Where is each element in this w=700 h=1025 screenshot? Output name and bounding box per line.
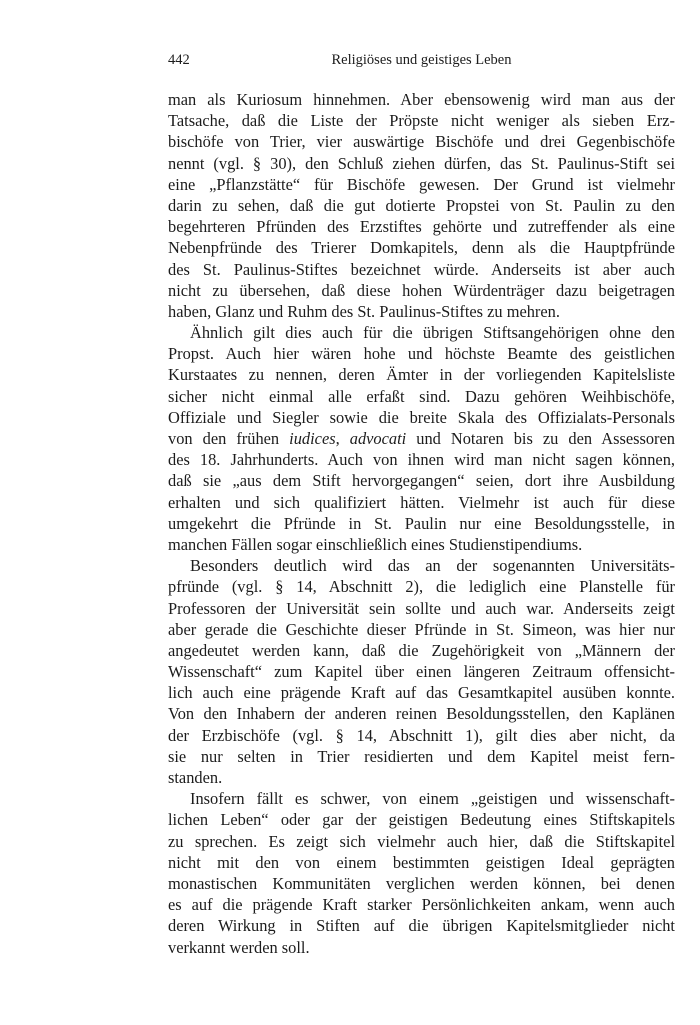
text-segment: Wissenschaft“ zum Kapitel über einen längeren Zeitraum offensicht- bbox=[168, 662, 675, 682]
text-line bbox=[168, 852, 675, 873]
text-segment: angedeutet werden kann, daß die Zugehörigkeit von „Männern der bbox=[168, 640, 675, 660]
text-line bbox=[168, 809, 675, 830]
text-segment: Besonders deutlich wird das an der sogenannten Universitäts- bbox=[190, 556, 675, 576]
text-line bbox=[168, 746, 675, 767]
text-line bbox=[168, 428, 675, 449]
text-segment: Professoren der Universität sein sollte und auch war. Anderseits zeigt bbox=[168, 598, 675, 618]
text-segment: zu sprechen. Es zeigt sich vielmehr auch hier, daß die Stiftskapitel bbox=[168, 831, 675, 851]
text-line bbox=[168, 492, 675, 513]
text-segment: daß sie „aus dem Stift hervorgegangen“ seien, dort ihre Ausbildung bbox=[168, 471, 675, 491]
text-line bbox=[168, 131, 675, 152]
text-segment: haben, Glanz und Ruhm des St. Paulinus-Stiftes zu mehren. bbox=[168, 301, 560, 321]
text-segment: verkannt werden soll. bbox=[168, 937, 310, 957]
text-segment: der Erzbischöfe (vgl. § 14, Abschnitt 1), gilt dies aber nicht, da bbox=[168, 725, 675, 745]
text-line bbox=[168, 470, 675, 491]
body-text bbox=[168, 89, 675, 958]
text-line bbox=[168, 364, 675, 385]
text-segment: standen. bbox=[168, 768, 223, 787]
text-line bbox=[168, 237, 675, 258]
text-segment: nennt (vgl. § 30), den Schluß ziehen dürfen, das St. Paulinus-Stift sei bbox=[168, 153, 675, 173]
text-line bbox=[168, 576, 675, 597]
text-segment: sie nur selten in Trier residierten und dem Kapitel meist fern- bbox=[168, 746, 675, 766]
text-segment: und Notaren bis zu den Assessoren bbox=[406, 429, 675, 448]
paragraph bbox=[168, 89, 675, 322]
text-segment: man als Kuriosum hinnehmen. Aber ebensowenig wird man aus der bbox=[168, 90, 675, 109]
text-segment: Nebenpfründe des Trierer Domkapitels, denn als die Hauptpfründe bbox=[168, 238, 675, 258]
paragraph bbox=[168, 322, 675, 555]
text-segment: darin zu sehen, daß die gut dotierte Propstei von St. Paulin zu den bbox=[168, 195, 675, 215]
text-line bbox=[168, 788, 675, 809]
text-line bbox=[168, 873, 675, 894]
text-segment: es auf die prägende Kraft starker Persönlichkeiten ankam, wenn auch bbox=[168, 895, 675, 915]
text-line bbox=[168, 153, 675, 174]
text-line bbox=[168, 937, 675, 958]
text-line bbox=[168, 386, 675, 407]
text-line bbox=[168, 831, 675, 852]
text-segment: eine „Pflanzstätte“ für Bischöfe gewesen. Der Grund ist vielmehr bbox=[168, 174, 675, 194]
text-line bbox=[168, 767, 675, 788]
text-line bbox=[168, 280, 675, 301]
text-segment: aber gerade die Geschichte dieser Pfründe in St. Simeon, was hier nur bbox=[168, 619, 675, 639]
text-segment: lich auch eine prägende Kraft auf das Gesamtkapitel ausüben konnte. bbox=[168, 683, 675, 703]
italic-term: iudices bbox=[289, 429, 336, 448]
text-line bbox=[168, 449, 675, 470]
text-segment: nicht mit den von einem bestimmten geistigen Ideal geprägten bbox=[168, 852, 675, 872]
text-line bbox=[168, 534, 675, 555]
text-segment: des St. Paulinus-Stiftes bezeichnet würde. Anderseits ist aber auch bbox=[168, 259, 675, 279]
text-line bbox=[168, 682, 675, 703]
italic-term: advocati bbox=[349, 429, 407, 448]
text-line bbox=[168, 407, 675, 428]
text-segment: Tatsache, daß die Liste der Pröpste nicht weniger als sieben Erz- bbox=[168, 111, 675, 131]
text-line bbox=[168, 640, 675, 661]
text-segment: Offiziale und Siegler sowie die breite Skala des Offizialats-Personals bbox=[168, 407, 675, 427]
text-segment: sicher nicht einmal alle erfaßt sind. Dazu gehören Weihbischöfe, bbox=[168, 386, 675, 406]
text-line bbox=[168, 216, 675, 237]
text-line bbox=[168, 703, 675, 724]
text-segment: Kurstaates zu nennen, deren Ämter in der vorliegenden Kapitelsliste bbox=[168, 365, 675, 385]
text-line bbox=[168, 322, 675, 343]
text-line bbox=[168, 89, 675, 110]
text-segment: deren Wirkung in Stiften auf die übrigen Kapitelsmitglieder nicht bbox=[168, 916, 675, 936]
text-segment: nicht zu übersehen, daß diese hohen Würdenträger dazu beigetragen bbox=[168, 280, 675, 300]
text-segment: des 18. Jahrhunderts. Auch von ihnen wird man nicht sagen können, bbox=[168, 450, 675, 470]
text-segment: erhalten und sich qualifiziert hätten. Vielmehr ist auch für diese bbox=[168, 492, 675, 512]
text-line bbox=[168, 301, 675, 322]
text-segment: lichen Leben“ oder gar der geistigen Bedeutung eines Stiftskapitels bbox=[168, 810, 675, 830]
text-segment: Ähnlich gilt dies auch für die übrigen Stiftsangehörigen ohne den bbox=[190, 323, 675, 343]
text-line bbox=[168, 110, 675, 131]
paragraph bbox=[168, 555, 675, 788]
text-segment: Insofern fällt es schwer, von einem „geistigen und wissenschaft- bbox=[190, 789, 675, 809]
text-segment: , bbox=[335, 429, 350, 448]
running-head bbox=[168, 52, 675, 74]
text-line bbox=[168, 598, 675, 619]
text-line bbox=[168, 195, 675, 216]
text-line bbox=[168, 174, 675, 195]
text-line bbox=[168, 661, 675, 682]
text-line bbox=[168, 343, 675, 364]
running-title: Religiöses und geistiges Leben bbox=[331, 52, 512, 68]
text-segment: pfründe (vgl. § 14, Abschnitt 2), die lediglich eine Planstelle für bbox=[168, 577, 675, 597]
text-line bbox=[168, 619, 675, 640]
text-segment: Von den Inhabern der anderen reinen Besoldungsstellen, den Kaplänen bbox=[168, 704, 675, 724]
text-segment: Propst. Auch hier wären hohe und höchste Beamte des geistlichen bbox=[168, 344, 675, 364]
text-line bbox=[168, 259, 675, 280]
text-line bbox=[168, 513, 675, 534]
text-line bbox=[168, 915, 675, 936]
text-segment: bischöfe von Trier, vier auswärtige Bischöfe und drei Gegenbischöfe bbox=[168, 132, 675, 152]
text-line bbox=[168, 894, 675, 915]
page-number: 442 bbox=[168, 52, 190, 68]
text-segment: umgekehrt die Pfründe in St. Paulin nur eine Besoldungsstelle, in bbox=[168, 513, 675, 533]
text-segment: begehrteren Pfründen des Erzstiftes gehörte und zutreffender als eine bbox=[168, 217, 675, 237]
text-segment: von den frühen bbox=[168, 429, 290, 448]
paragraph bbox=[168, 788, 675, 958]
text-segment: monastischen Kommunitäten verglichen werden können, bei denen bbox=[168, 873, 675, 893]
text-segment: manchen Fällen sogar einschließlich eines Studienstipendiums. bbox=[168, 534, 583, 554]
text-line bbox=[168, 555, 675, 576]
text-line bbox=[168, 725, 675, 746]
